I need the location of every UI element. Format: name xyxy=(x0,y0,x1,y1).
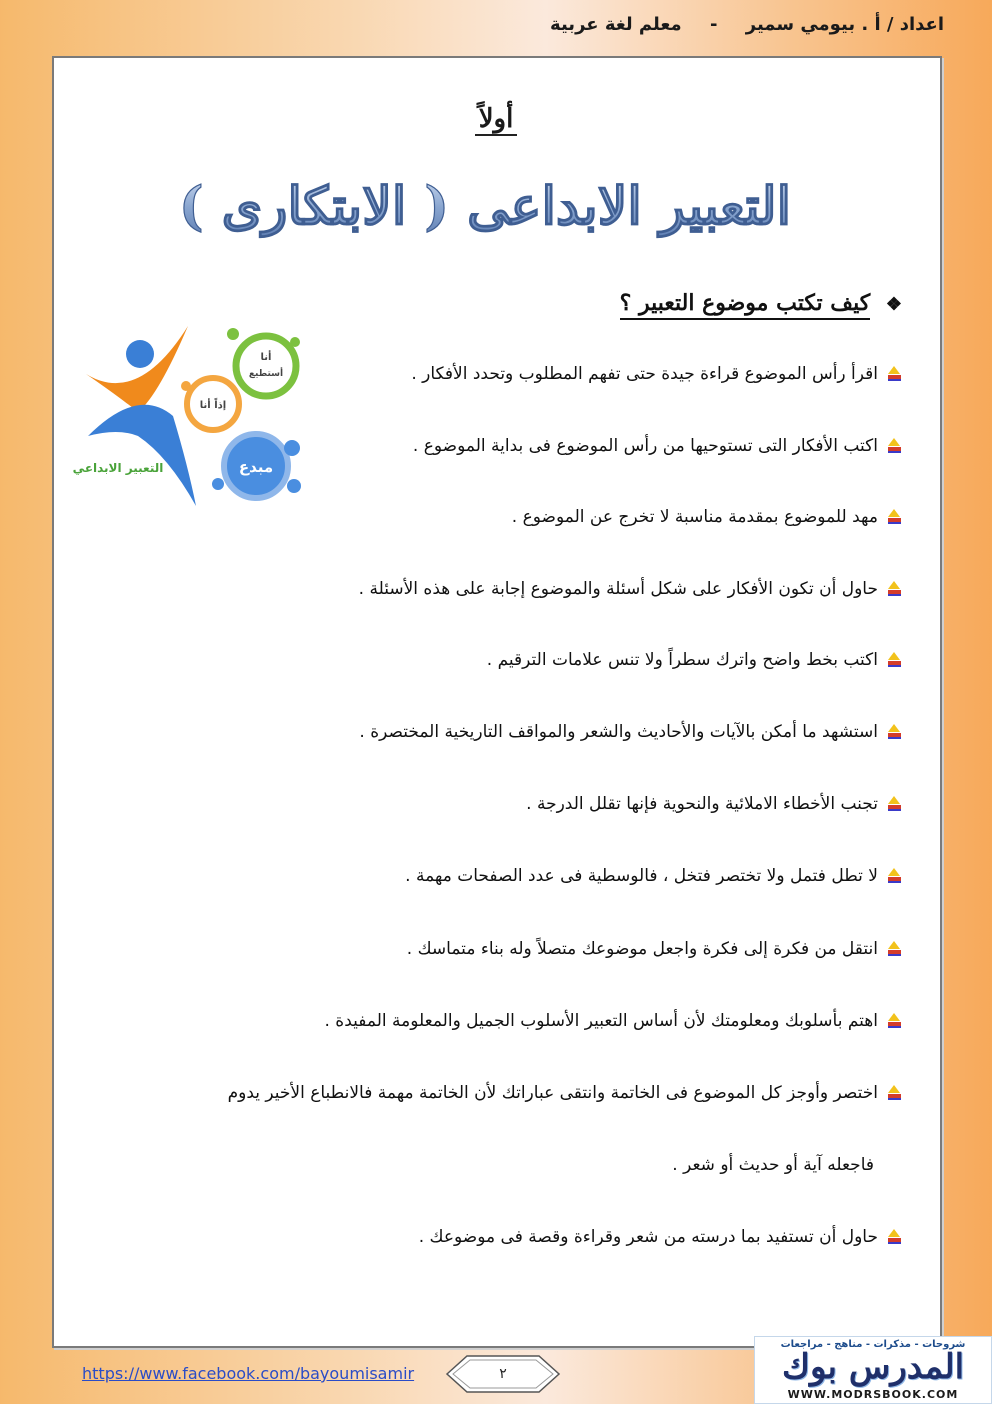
list-item-text: اختصر وأوجز كل الموضوع فى الخاتمة وانتقى عباراتك لأن الخاتمة مهمة فالانطباع الأخير يدوم xyxy=(227,1083,878,1103)
list-item xyxy=(359,722,904,742)
main-title xyxy=(178,142,792,260)
arrow-bullet-icon xyxy=(884,436,904,456)
list-item-text: لا تطل فتمل ولا تختصر فتخل ، فالوسطية فى عدد الصفحات مهمة . xyxy=(405,866,878,886)
list-item-text: اهتم بأسلوبك ومعلومتك لأن أساس التعبير الأسلوب الجميل والمعلومة المفيدة . xyxy=(324,1011,878,1031)
list-item xyxy=(413,436,904,456)
list-item-text: تجنب الأخطاء الاملائية والنحوية فإنها تقلل الدرجة . xyxy=(526,794,878,814)
list-item xyxy=(411,364,904,384)
list-item-text: اكتب الأفكار التى تستوحيها من رأس الموضوع فى بداية الموضوع . xyxy=(412,436,878,456)
arrow-bullet-icon xyxy=(884,939,904,959)
arrow-bullet-icon xyxy=(884,579,904,599)
list-item xyxy=(526,794,904,814)
logo-arm-icon xyxy=(86,326,188,412)
brand-name: المدرس بوك xyxy=(781,1347,965,1387)
brand-url: WWW.MODRSBOOK.COM xyxy=(787,1388,959,1401)
arrow-bullet-icon xyxy=(884,1011,904,1031)
list-item-text: انتقل من فكرة إلى فكرة واجعل موضوعك متصلاً وله بناء متماسك . xyxy=(406,939,878,959)
arrow-bullet-icon xyxy=(884,1083,904,1103)
brand-logo xyxy=(754,1336,992,1404)
logo-word1: أنا xyxy=(260,352,272,363)
arrow-bullet-icon xyxy=(884,866,904,886)
logo-graphic xyxy=(72,316,308,516)
logo-circle-green xyxy=(236,336,296,396)
logo-head-icon xyxy=(126,340,154,368)
creative-expression-logo xyxy=(72,316,308,516)
brand-tagline: شروحات - مذكرات - مناهج - مراجعات xyxy=(780,1339,966,1350)
header-author: اعداد / أ . بيومي سمير xyxy=(745,14,944,35)
list-item-text: استشهد ما أمكن بالآيات والأحاديث والشعر والمواقف التاريخية المختصرة . xyxy=(359,722,878,742)
list-item-text: فاجعله آية أو حديث أو شعر . xyxy=(672,1155,874,1175)
page-number: ٢ xyxy=(499,1366,507,1382)
arrow-bullet-icon xyxy=(884,1227,904,1247)
logo-caption: التعبير الابداعي xyxy=(72,461,164,475)
diamond-bullet-icon: ❖ xyxy=(885,294,902,315)
list-item xyxy=(325,1011,905,1031)
main-title-text: التعبير الابداعى ( الابتكارى ) xyxy=(178,176,792,237)
arrow-bullet-icon xyxy=(884,507,904,527)
list-item-text: اقرأ رأس الموضوع قراءة جيدة حتى تفهم المطلوب وتحدد الأفكار . xyxy=(411,364,878,384)
list-item xyxy=(512,507,904,527)
logo-word2: أستطيع xyxy=(248,369,284,379)
list-item xyxy=(405,866,904,886)
arrow-bullet-icon xyxy=(884,650,904,670)
list-item xyxy=(407,939,904,959)
main-title-graphic xyxy=(178,142,792,260)
question-text: كيف تكتب موضوع التعبير ؟ xyxy=(620,290,871,320)
arrow-bullet-icon xyxy=(884,794,904,814)
list-item xyxy=(487,650,904,670)
header-text xyxy=(528,14,944,35)
list-item xyxy=(359,579,904,599)
list-item-text: حاول أن تستفيد بما درسته من شعر وقراءة وقصة فى موضوعك . xyxy=(418,1227,878,1247)
header-separator: - xyxy=(709,14,718,35)
logo-word3: إذاً أنا xyxy=(199,400,227,411)
logo-body-icon xyxy=(88,405,196,506)
list-item-text: حاول أن تكون الأفكار على شكل أسئلة والموضوع إجابة على هذه الأسئلة . xyxy=(358,579,878,599)
arrow-bullet-icon xyxy=(884,722,904,742)
arrow-bullet-icon xyxy=(884,364,904,384)
header-role: معلم لغة عربية xyxy=(550,14,682,35)
facebook-link[interactable]: https://www.facebook.com/bayoumisamir xyxy=(82,1364,415,1383)
list-item-text: مهد للموضوع بمقدمة مناسبة لا تخرج عن الموضوع . xyxy=(511,507,878,527)
question-heading xyxy=(620,290,902,316)
list-item-continuation xyxy=(672,1155,874,1175)
list-item xyxy=(228,1083,904,1103)
page-header xyxy=(0,0,992,52)
section-number: أولاً xyxy=(0,104,992,134)
logo-word4: مبدع xyxy=(238,458,274,476)
list-item xyxy=(419,1227,904,1247)
list-item-text: اكتب بخط واضح واترك سطراً ولا تنس علامات الترقيم . xyxy=(486,650,878,670)
